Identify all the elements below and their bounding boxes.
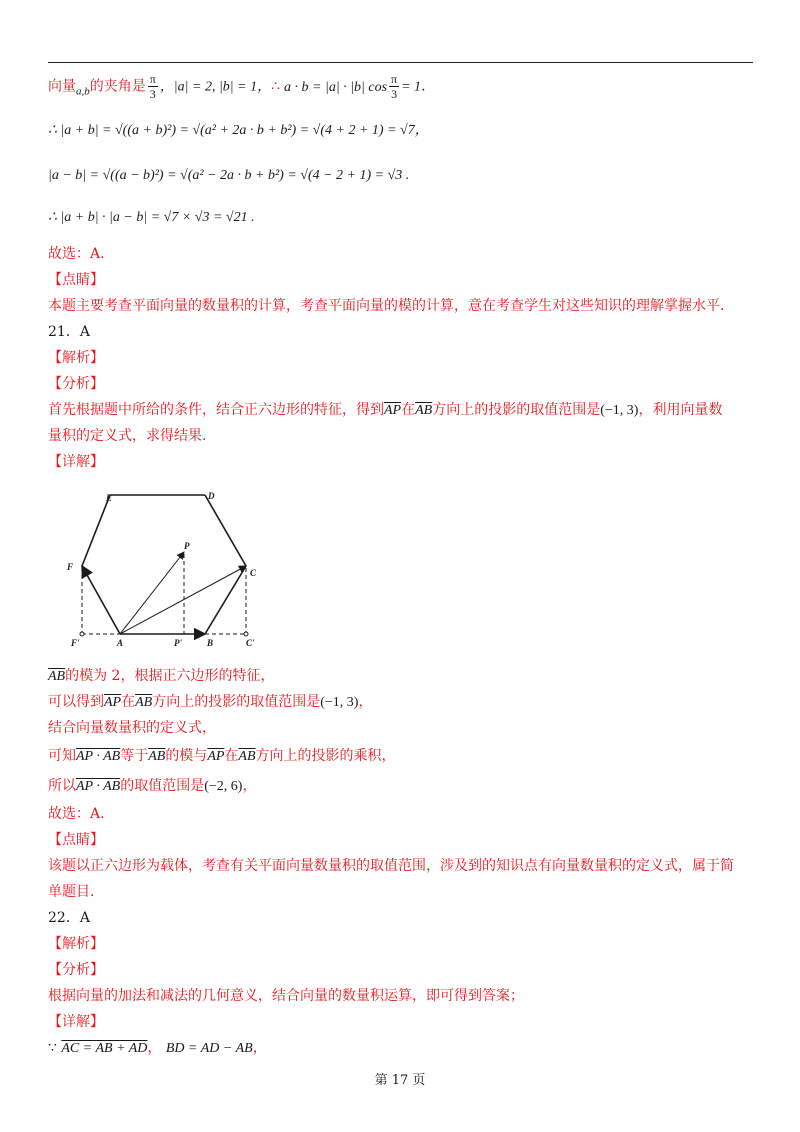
vector-ab: $\overline{AB}$ <box>415 403 433 418</box>
paragraph: 该题以正六边形为载体，考查有关平面向量数量积的取值范围，涉及到的知识点有向量数量积的定义式，属于简 <box>48 858 734 874</box>
label-c-prime: C' <box>246 638 255 648</box>
text: 的夹角是 <box>89 78 146 95</box>
math-dot: a · b = |a| · |b| cos <box>284 79 388 95</box>
dot-product: AP · AB <box>76 779 121 794</box>
section-xiangjie: 【详解】 <box>48 454 104 470</box>
label-p: P <box>184 541 190 551</box>
line-diff-modulus: |a − b| = √((a − b)²) = √(a² − 2a · b + b²) = √(4 − 2 + 1) = √3 . <box>48 168 410 183</box>
label-c: C <box>250 568 257 578</box>
question-number: 22．A <box>48 910 90 926</box>
equation-bd: BD = AD − AB <box>165 1041 253 1056</box>
math-eq: = 1 <box>401 79 422 95</box>
paragraph: 所以AP · AB的取值范围是(−2, 6)， <box>48 778 257 794</box>
section-jiexi: 【解析】 <box>48 936 104 952</box>
header-rule <box>48 62 753 63</box>
paragraph: 结合向量数量积的定义式， <box>48 720 216 736</box>
equation-line: ∵ AC = AB + AD， BD = AD − AB， <box>48 1040 267 1056</box>
question-number: 21．A <box>48 324 90 340</box>
equation-ac: AC = AB + AD <box>61 1041 148 1056</box>
label-b: B <box>207 638 214 648</box>
label-f: F <box>67 562 74 572</box>
line-angle <box>48 72 426 102</box>
section-dianjing: 【点睛】 <box>48 272 104 288</box>
label-f-prime: F' <box>71 638 80 648</box>
vector-ab: $\overline{AB}$ <box>238 749 256 764</box>
hexagon-edge-cb <box>205 566 246 634</box>
label-a: A <box>117 638 124 648</box>
period: . <box>421 78 426 95</box>
vector-ac <box>120 566 246 634</box>
line-sum-modulus: ∴ |a + b| = √((a + b)²) = √(a² + 2a · b + b²) = √(4 + 2 + 1) = √7， <box>48 123 429 138</box>
hexagon-figure <box>62 488 272 648</box>
paragraph: $\overline{AB}$的模为 2，根据正六边形的特征， <box>48 668 275 684</box>
paragraph: 根据向量的加法和减法的几何意义，结合向量的数量积运算，即可得到答案； <box>48 988 524 1004</box>
fraction-pi-3: $\frac{\pi}{3}$ <box>391 72 398 101</box>
label-d: D <box>208 491 215 501</box>
paragraph: 本题主要考查平面向量的数量积的计算，考查平面向量的模的计算，意在考查学生对这些知识的理解掌握水平. <box>48 298 725 314</box>
vector-ap: $\overline{AP}$ <box>104 695 122 710</box>
math-ab: a,b <box>76 85 90 98</box>
range: (−1, 3) <box>320 695 359 710</box>
range: (−1, 3) <box>600 403 639 418</box>
because: ∵ <box>48 1040 57 1056</box>
page-number: 第 17 页 <box>374 1073 426 1088</box>
paragraph: 可以得到$\overline{AP}$在$\overline{AB}$方向上的投影的取值范围是(−1, 3)， <box>48 694 373 710</box>
label-p-prime: P' <box>174 638 182 648</box>
section-jiexi: 【解析】 <box>48 350 104 366</box>
vector-ap: $\overline{AP}$ <box>207 749 225 764</box>
vector-ab: $\overline{AB}$ <box>48 669 66 684</box>
vector-ap <box>120 552 184 634</box>
section-xiangjie: 【详解】 <box>48 1014 104 1030</box>
hexagon-edge-fe <box>82 493 113 566</box>
paragraph: 首先根据题中所给的条件，结合正六边形的特征，得到$\overline{AP}$在$\overline{AB}$方向上的投影的取值范围是(−1, 3)，利用向量数 <box>48 402 723 418</box>
text: 向量 <box>48 78 76 95</box>
vector-ap: $\overline{AP}$ <box>384 403 402 418</box>
label-e: E <box>106 493 113 503</box>
vector-af <box>82 566 120 634</box>
vector-ab: $\overline{AB}$ <box>135 695 153 710</box>
answer-choice: 故选：A. <box>48 246 105 262</box>
point-c-prime <box>244 632 248 636</box>
paragraph: 可知AP · AB等于$\overline{AB}$的模与$\overline{AP}$在$\overline{AB}$方向上的投影的乘积， <box>48 748 396 764</box>
point-f-prime <box>80 632 84 636</box>
section-dianjing: 【点睛】 <box>48 832 104 848</box>
math-modulus: ，|a| = 2, |b| = 1， <box>159 79 272 95</box>
section-fenxi: 【分析】 <box>48 376 104 392</box>
section-fenxi: 【分析】 <box>48 962 104 978</box>
vector-ab: $\overline{AB}$ <box>148 749 166 764</box>
paragraph: 量积的定义式，求得结果. <box>48 428 207 444</box>
fraction-pi-3: $\frac{\pi}{3}$ <box>149 72 156 101</box>
hexagon-edge-dc <box>205 495 246 566</box>
dot-product: AP · AB <box>76 749 121 764</box>
line-product: ∴ |a + b| · |a − b| = √7 × √3 = √21 . <box>48 210 255 225</box>
answer-choice: 故选：A. <box>48 806 105 822</box>
range: (−2, 6) <box>204 779 243 794</box>
therefore: ∴ <box>271 78 281 95</box>
paragraph: 单题目. <box>48 884 95 900</box>
